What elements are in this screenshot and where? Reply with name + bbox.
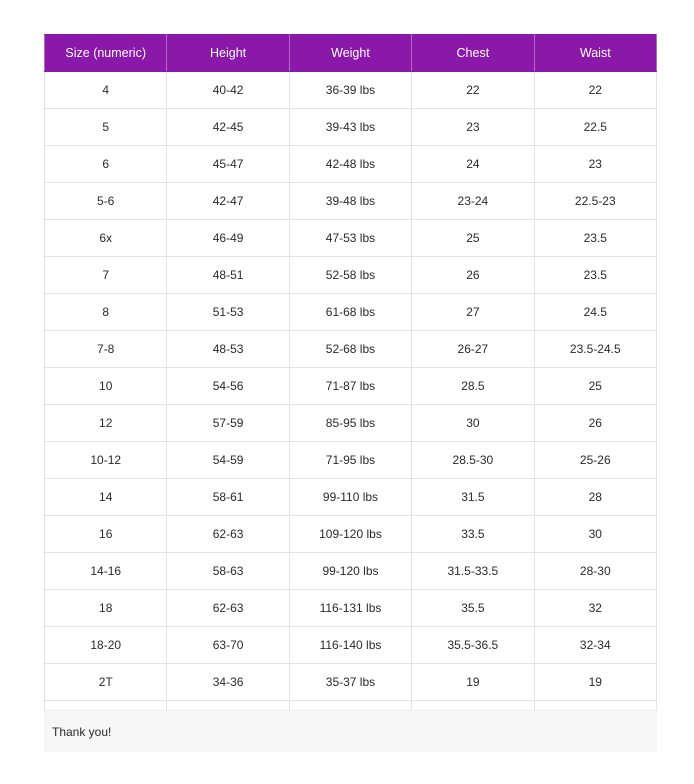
size-chart bbox=[44, 34, 657, 738]
cell-chest: 35.5 bbox=[412, 590, 534, 627]
cell-weight: 39-48 lbs bbox=[289, 183, 411, 220]
cell-height: 48-51 bbox=[167, 257, 289, 294]
cell-chest: 23 bbox=[412, 109, 534, 146]
cell-size: 10-12 bbox=[45, 442, 167, 479]
cell-chest: 23-24 bbox=[412, 183, 534, 220]
cell-height: 54-59 bbox=[167, 442, 289, 479]
cell-waist: 23.5-24.5 bbox=[534, 331, 656, 368]
cell-size: 12 bbox=[45, 405, 167, 442]
header-size: Size (numeric) bbox=[45, 35, 167, 72]
cell-weight: 36-39 lbs bbox=[289, 72, 411, 109]
cell-chest: 28.5 bbox=[412, 368, 534, 405]
cell-height: 63-70 bbox=[167, 627, 289, 664]
cell-waist: 22.5 bbox=[534, 109, 656, 146]
table-row bbox=[45, 109, 657, 146]
cell-chest: 26-27 bbox=[412, 331, 534, 368]
cell-waist: 25 bbox=[534, 368, 656, 405]
cell-chest: 31.5-33.5 bbox=[412, 553, 534, 590]
table-header-row bbox=[45, 35, 657, 72]
cell-waist: 28 bbox=[534, 479, 656, 516]
cell-weight: 116-131 lbs bbox=[289, 590, 411, 627]
table-row bbox=[45, 442, 657, 479]
cell-weight: 61-68 lbs bbox=[289, 294, 411, 331]
header-chest: Chest bbox=[412, 35, 534, 72]
cell-waist: 22 bbox=[534, 72, 656, 109]
cell-height: 34-36 bbox=[167, 664, 289, 701]
table-row bbox=[45, 72, 657, 109]
cell-height: 42-45 bbox=[167, 109, 289, 146]
cell-size: 7 bbox=[45, 257, 167, 294]
cell-weight: 85-95 lbs bbox=[289, 405, 411, 442]
cell-weight: 116-140 lbs bbox=[289, 627, 411, 664]
cell-weight: 35-37 lbs bbox=[289, 664, 411, 701]
cell-size: 14-16 bbox=[45, 553, 167, 590]
table-row bbox=[45, 146, 657, 183]
cell-size: 4 bbox=[45, 72, 167, 109]
cell-waist: 28-30 bbox=[534, 553, 656, 590]
table-row bbox=[45, 368, 657, 405]
cell-chest: 27 bbox=[412, 294, 534, 331]
footer-text: Thank you! bbox=[52, 724, 112, 739]
cell-chest: 26 bbox=[412, 257, 534, 294]
cell-waist: 24.5 bbox=[534, 294, 656, 331]
cell-height: 42-47 bbox=[167, 183, 289, 220]
cell-size: 16 bbox=[45, 516, 167, 553]
table-row bbox=[45, 590, 657, 627]
cell-height: 62-63 bbox=[167, 590, 289, 627]
cell-waist: 30 bbox=[534, 516, 656, 553]
cell-size: 7-8 bbox=[45, 331, 167, 368]
header-height: Height bbox=[167, 35, 289, 72]
cell-size: 18 bbox=[45, 590, 167, 627]
cell-waist: 32 bbox=[534, 590, 656, 627]
cell-waist: 23.5 bbox=[534, 257, 656, 294]
table-row bbox=[45, 405, 657, 442]
cell-chest: 30 bbox=[412, 405, 534, 442]
table-row bbox=[45, 664, 657, 701]
cell-chest: 33.5 bbox=[412, 516, 534, 553]
cell-chest: 31.5 bbox=[412, 479, 534, 516]
cell-size: 5-6 bbox=[45, 183, 167, 220]
cell-waist: 32-34 bbox=[534, 627, 656, 664]
cell-chest: 22 bbox=[412, 72, 534, 109]
cell-weight: 47-53 lbs bbox=[289, 220, 411, 257]
cell-size: 14 bbox=[45, 479, 167, 516]
cell-weight: 99-110 lbs bbox=[289, 479, 411, 516]
cell-waist: 19 bbox=[534, 664, 656, 701]
cell-size: 18-20 bbox=[45, 627, 167, 664]
table-row bbox=[45, 331, 657, 368]
table-row bbox=[45, 183, 657, 220]
cell-size: 8 bbox=[45, 294, 167, 331]
cell-height: 54-56 bbox=[167, 368, 289, 405]
cell-weight: 42-48 lbs bbox=[289, 146, 411, 183]
cell-chest: 35.5-36.5 bbox=[412, 627, 534, 664]
table-row bbox=[45, 479, 657, 516]
cell-waist: 25-26 bbox=[534, 442, 656, 479]
cell-waist: 23 bbox=[534, 146, 656, 183]
cell-weight: 52-68 lbs bbox=[289, 331, 411, 368]
cell-chest: 24 bbox=[412, 146, 534, 183]
cell-height: 58-63 bbox=[167, 553, 289, 590]
table-row bbox=[45, 627, 657, 664]
cell-height: 62-63 bbox=[167, 516, 289, 553]
table-body bbox=[45, 72, 657, 738]
cell-height: 46-49 bbox=[167, 220, 289, 257]
cell-size: 6x bbox=[45, 220, 167, 257]
cell-waist: 23.5 bbox=[534, 220, 656, 257]
cell-size: 2T bbox=[45, 664, 167, 701]
cell-weight: 71-95 lbs bbox=[289, 442, 411, 479]
cell-size: 10 bbox=[45, 368, 167, 405]
cell-height: 48-53 bbox=[167, 331, 289, 368]
cell-weight: 99-120 lbs bbox=[289, 553, 411, 590]
footer-note bbox=[44, 710, 657, 752]
header-weight: Weight bbox=[289, 35, 411, 72]
cell-weight: 39-43 lbs bbox=[289, 109, 411, 146]
table-row bbox=[45, 294, 657, 331]
cell-height: 58-61 bbox=[167, 479, 289, 516]
table-row bbox=[45, 553, 657, 590]
cell-size: 6 bbox=[45, 146, 167, 183]
header-waist: Waist bbox=[534, 35, 656, 72]
cell-chest: 19 bbox=[412, 664, 534, 701]
cell-height: 57-59 bbox=[167, 405, 289, 442]
size-chart-table bbox=[44, 34, 657, 738]
table-row bbox=[45, 516, 657, 553]
cell-weight: 109-120 lbs bbox=[289, 516, 411, 553]
table-row bbox=[45, 257, 657, 294]
cell-height: 45-47 bbox=[167, 146, 289, 183]
cell-chest: 28.5-30 bbox=[412, 442, 534, 479]
cell-chest: 25 bbox=[412, 220, 534, 257]
table-row bbox=[45, 220, 657, 257]
cell-waist: 22.5-23 bbox=[534, 183, 656, 220]
cell-height: 40-42 bbox=[167, 72, 289, 109]
cell-weight: 71-87 lbs bbox=[289, 368, 411, 405]
cell-height: 51-53 bbox=[167, 294, 289, 331]
cell-waist: 26 bbox=[534, 405, 656, 442]
cell-size: 5 bbox=[45, 109, 167, 146]
cell-weight: 52-58 lbs bbox=[289, 257, 411, 294]
